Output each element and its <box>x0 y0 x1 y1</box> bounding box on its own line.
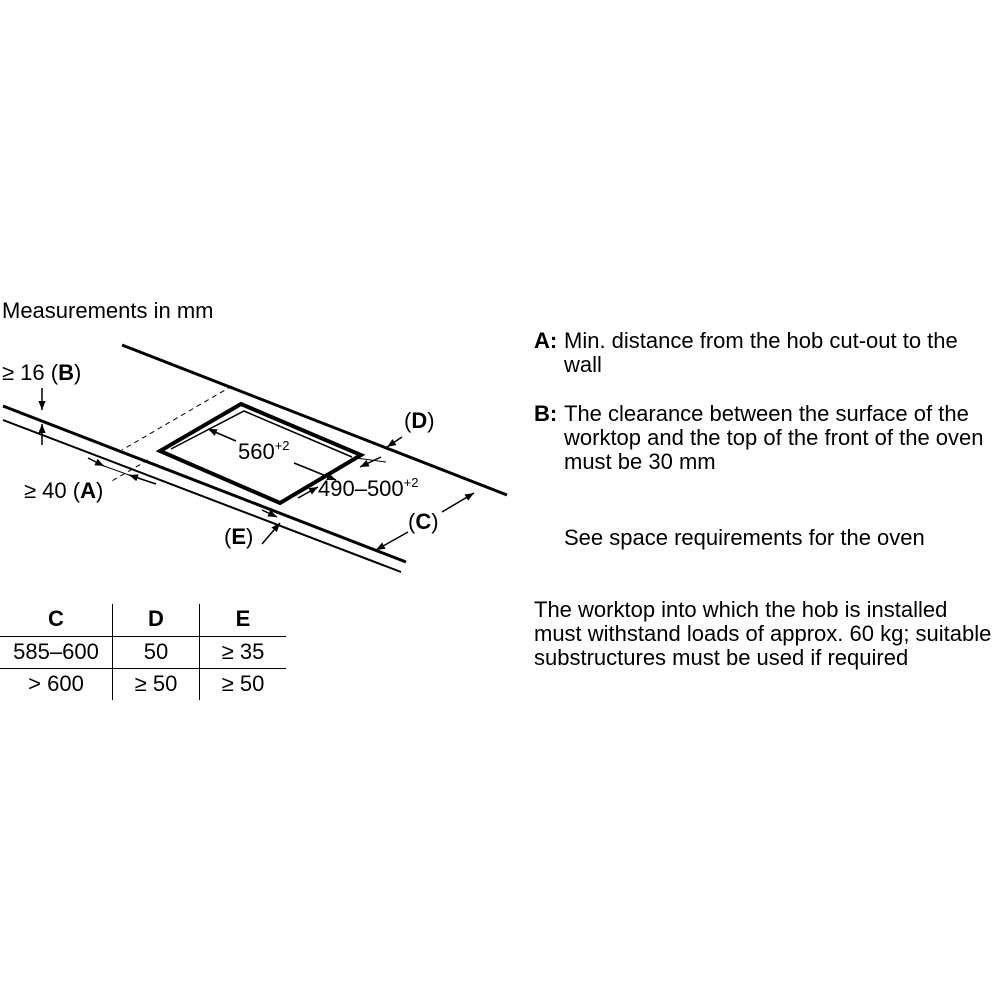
legend-item-b <box>534 402 1000 474</box>
legend-key-a: A: <box>534 328 558 353</box>
table-cell: ≥ 50 <box>113 669 200 701</box>
column-header-c: C <box>0 604 113 637</box>
dimension-d-arrow <box>387 437 402 447</box>
table-row <box>0 637 286 669</box>
worktop-load-note: The worktop into which the hob is installed must withstand loads of approx. 60 kg; suitable substructures must be used if required <box>534 597 992 670</box>
dimension-a-arrow-left <box>88 458 104 466</box>
width-dimension-arrow-left <box>208 429 236 441</box>
table-header-row <box>0 604 286 637</box>
table-cell: > 600 <box>0 669 113 701</box>
column-header-d: D <box>113 604 200 637</box>
clearance-table <box>0 604 286 700</box>
label-d: (D) <box>404 408 435 433</box>
label-depth: $490-500^{+2}$ <box>318 475 419 501</box>
legend-text-a: Min. distance from the hob cut-out to the wall <box>564 328 958 377</box>
label-e: (E) <box>224 524 254 549</box>
table-cell: ≥ 35 <box>200 637 287 669</box>
dimension-c-arrow-top <box>442 493 474 512</box>
column-header-e: E <box>200 604 287 637</box>
measurements-caption: Measurements in mm <box>2 298 214 323</box>
legend-item-a <box>534 329 1000 377</box>
label-c: (C) <box>408 509 439 534</box>
table-row <box>0 669 286 701</box>
oven-space-note: See space requirements for the oven <box>564 525 925 550</box>
label-a: ≥ 40 (A) <box>24 478 104 503</box>
legend-text-b: The clearance between the surface of the worktop and the top of the front of the oven must be 30 mm <box>564 401 984 474</box>
table-cell: 50 <box>113 637 200 669</box>
table-cell: 585–600 <box>0 637 113 669</box>
legend-key-b: B: <box>534 401 558 426</box>
worktop-back-edge <box>122 345 507 495</box>
table-cell: ≥ 50 <box>221 671 265 696</box>
dimension-e-arrow-bottom <box>262 523 280 544</box>
label-b: ≥ 16 (B) <box>2 360 82 385</box>
dimension-c-arrow-bottom <box>376 532 408 550</box>
label-width: $560^{+2}$ <box>238 438 290 464</box>
